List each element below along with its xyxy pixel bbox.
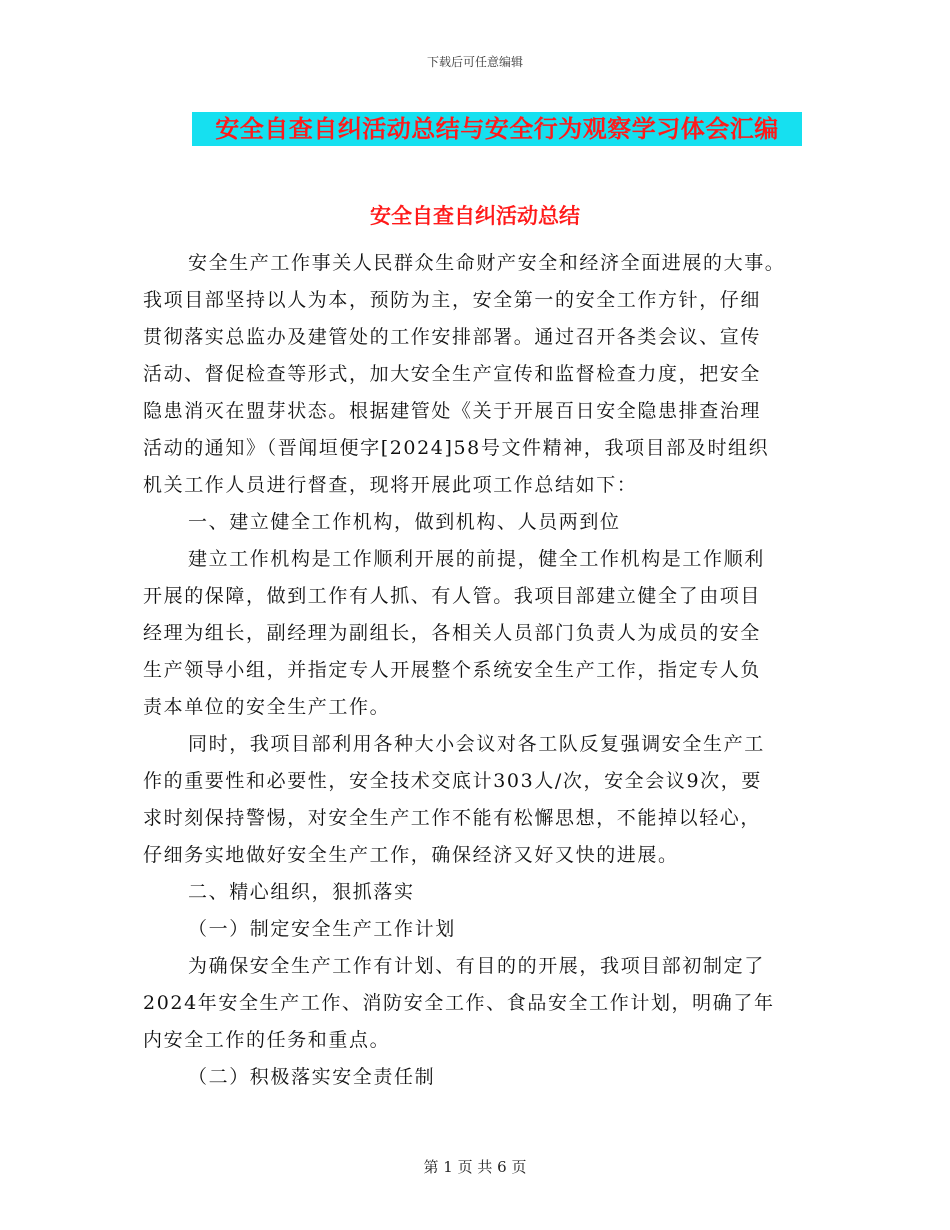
body-text: [143, 245, 823, 1096]
paragraph-line: 我项目部坚持以人为本，预防为主，安全第一的安全工作方针，仔细: [143, 289, 762, 311]
paragraph-line: 活动的通知》（晋闻垣便字[2024]58号文件精神，我项目部及时组织: [143, 437, 770, 459]
paragraph-line: 2024年安全生产工作、消防安全工作、食品安全工作计划，明确了年: [143, 992, 775, 1014]
main-title-highlight: [192, 112, 802, 146]
paragraph-line: 活动、督促检查等形式，加大安全生产宣传和监督检查力度，把安全: [143, 363, 762, 385]
paragraph-line: 开展的保障，做到工作有人抓、有人管。我项目部建立健全了由项目: [143, 585, 762, 607]
section-title: 安全自查自纠活动总结: [370, 203, 580, 228]
paragraph-line: 经理为组长，副经理为副组长，各相关人员部门负责人为成员的安全: [143, 622, 762, 644]
paragraph-line: 为确保安全生产工作有计划、有目的的开展，我项目部初制定了: [188, 955, 765, 977]
paragraph-line: 建立工作机构是工作顺利开展的前提，健全工作机构是工作顺利: [188, 548, 765, 570]
paragraph-line: 作的重要性和必要性，安全技术交底计303人/次，安全会议9次，要: [143, 770, 762, 792]
paragraph-line: 生产领导小组，并指定专人开展整个系统安全生产工作，指定专人负: [143, 659, 762, 681]
paragraph-line: 隐患消灭在盟芽状态。根据建管处《关于开展百日安全隐患排查治理: [143, 400, 762, 422]
paragraph-line: 贯彻落实总监办及建管处的工作安排部署。通过召开各类会议、宣传: [143, 326, 762, 348]
heading-line: （二）积极落实安全责任制: [188, 1066, 436, 1088]
heading-line: 一、建立健全工作机构，做到机构、人员两到位: [188, 511, 621, 533]
paragraph-line: 仔细务实地做好安全生产工作，确保经济又好又快的进展。: [143, 844, 679, 866]
paragraph-line: 机关工作人员进行督查，现将开展此项工作总结如下：: [143, 474, 638, 496]
paragraph-line: 求时刻保持警惕，对安全生产工作不能有松懈思想，不能掉以轻心，: [143, 807, 762, 829]
main-title: 安全自查自纠活动总结与安全行为观察学习体会汇编: [215, 114, 779, 143]
heading-line: 二、精心组织，狠抓落实: [188, 881, 415, 903]
header-note: 下载后可任意编辑: [426, 55, 523, 69]
paragraph-line: 责本单位的安全生产工作。: [143, 696, 391, 718]
paragraph-line: 内安全工作的任务和重点。: [143, 1029, 391, 1051]
paragraph-line: 安全生产工作事关人民群众生命财产安全和经济全面进展的大事。: [188, 252, 786, 274]
heading-line: （一）制定安全生产工作计划: [188, 918, 456, 940]
page-number: 第 1 页 共 6 页: [423, 1158, 527, 1176]
paragraph-line: 同时，我项目部利用各种大小会议对各工队反复强调安全生产工: [188, 733, 765, 755]
